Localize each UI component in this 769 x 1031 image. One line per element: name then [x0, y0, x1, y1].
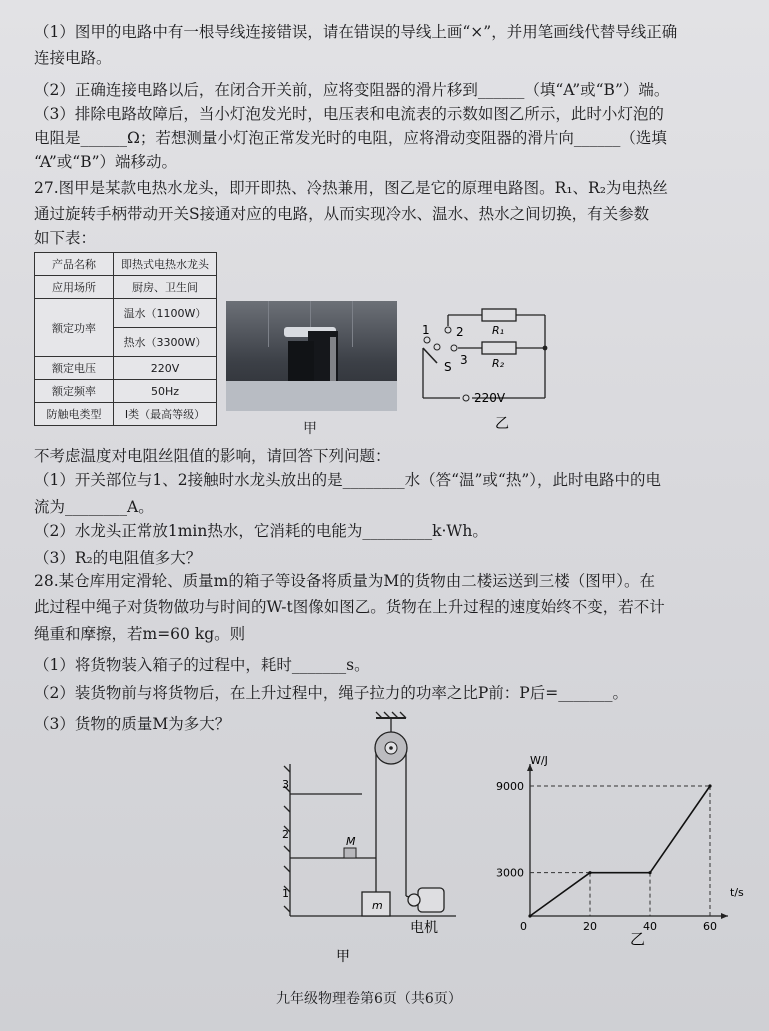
q26-3-line1: （3）排除电路故障后，当小灯泡发光时，电压表和电流表的示数如图乙所示，此时小灯泡的	[34, 105, 664, 123]
table-row	[35, 380, 217, 403]
terminal-1: 1	[422, 323, 430, 337]
w-t-chart	[490, 750, 744, 950]
data-point	[528, 914, 531, 917]
y-tick-label: 3000	[496, 866, 524, 880]
q27-stem-line3: 如下表：	[34, 229, 97, 247]
q26-1-line2: 连接电路。	[34, 49, 112, 67]
table-value: I类（最高等级）	[114, 403, 217, 426]
q27-instruction: 不考虑温度对电阻丝阻值的影响，请回答下列问题：	[34, 447, 391, 465]
x-axis-label: t/s	[730, 886, 744, 899]
circuit-diagram	[410, 300, 560, 430]
data-point	[648, 871, 651, 874]
table-value: 温水（1100W）	[114, 299, 217, 328]
x-tick-label: 40	[643, 920, 657, 933]
parameter-table	[34, 252, 217, 426]
q27-3: （3）R₂的电阻值多大？	[34, 549, 202, 567]
cargo-label: M	[346, 835, 356, 848]
page-footer: 九年级物理卷第6页（共6页）	[276, 991, 462, 1007]
q27-2: （2）水龙头正常放1min热水，它消耗的电能为_________k·Wh。	[34, 522, 488, 540]
supply-label: 220V	[474, 391, 506, 405]
table-row	[35, 403, 217, 426]
q28-stem-line2: 此过程中绳子对货物做功与时间的W-t图像如图乙。货物在上升过程的速度始终不变，若不计	[34, 598, 665, 616]
table-row	[35, 253, 217, 276]
q26-2: （2）正确连接电路以后，在闭合开关前，应将变阻器的滑片移到______（填“A”或“B”）端。	[34, 81, 670, 99]
q28-stem-line1: 28.某仓库用定滑轮、质量m的箱子等设备将质量为M的货物由二楼运送到三楼（图甲）。在	[34, 572, 655, 590]
table-value: 即热式电热水龙头	[114, 253, 217, 276]
box-label: m	[372, 899, 383, 912]
table-row	[35, 299, 217, 328]
x-tick-label: 20	[583, 920, 597, 933]
q27-1-line2: 流为________A。	[34, 498, 154, 516]
q28-1: （1）将货物装入箱子的过程中，耗时_______s。	[34, 656, 370, 674]
pulley-diagram	[278, 716, 468, 966]
series-line	[530, 786, 710, 916]
table-key: 应用场所	[35, 276, 114, 299]
table-value: 50Hz	[114, 380, 217, 403]
data-point	[588, 871, 591, 874]
photo-caption: 甲	[303, 421, 317, 437]
table-key: 防触电类型	[35, 403, 114, 426]
table-key: 额定电压	[35, 357, 114, 380]
table-value: 热水（3300W）	[114, 328, 217, 357]
x-tick-label: 0	[520, 920, 527, 933]
q28-3: （3）货物的质量M为多大？	[34, 715, 231, 733]
terminal-3: 3	[460, 353, 468, 367]
y-tick-label: 9000	[496, 780, 524, 793]
table-key: 额定功率	[35, 299, 114, 357]
q26-1-line1: （1）图甲的电路中有一根导线连接错误，请在错误的导线上画“×”，并用笔画线代替导线正确	[34, 23, 678, 41]
q28-stem-line3: 绳重和摩擦，若m=60 kg。则	[34, 625, 246, 643]
floor-2-label: 2	[282, 828, 289, 841]
table-value: 厨房、卫生间	[114, 276, 217, 299]
q27-1-line1: （1）开关部位与1、2接触时水龙头放出的是________水（答“温”或“热”），此时电路中的电	[34, 471, 662, 489]
motor-label: 电机	[410, 920, 438, 936]
q28-2: （2）装货物前与将货物后，在上升过程中，绳子拉力的功率之比P前：P后=_______。	[34, 684, 628, 702]
y-axis-label: W/J	[530, 754, 548, 767]
data-point	[708, 784, 711, 787]
floor-1-label: 1	[282, 887, 289, 900]
x-axis-arrow	[721, 913, 728, 919]
table-row	[35, 276, 217, 299]
table-key: 产品名称	[35, 253, 114, 276]
faucet-photo	[226, 301, 397, 411]
table-value: 220V	[114, 357, 217, 380]
pulley-caption: 甲	[336, 949, 350, 965]
q26-3-line3: “A”或“B”）端移动。	[34, 153, 178, 171]
motor-icon	[418, 888, 444, 912]
chart-caption: 乙	[630, 930, 646, 948]
q26-3-line2: 电阻是______Ω；若想测量小灯泡正常发光时的电阻，应将滑动变阻器的滑片向______（选填	[34, 129, 667, 147]
r1-label: R₁	[492, 324, 505, 337]
circuit-caption: 乙	[495, 416, 509, 432]
switch-label: S	[444, 360, 452, 374]
terminal-2: 2	[456, 325, 464, 339]
q27-stem-line2: 通过旋转手柄带动开关S接通对应的电路，从而实现冷水、温水、热水之间切换，有关参数	[34, 205, 650, 223]
x-tick-label: 60	[703, 920, 717, 933]
q27-stem-line1: 27.图甲是某款电热水龙头，即开即热、冷热兼用，图乙是它的原理电路图。R₁、R₂为电热丝	[34, 179, 668, 197]
r2-label: R₂	[492, 357, 505, 370]
floor-3-label: 3	[282, 778, 289, 791]
table-key: 额定频率	[35, 380, 114, 403]
table-row	[35, 357, 217, 380]
